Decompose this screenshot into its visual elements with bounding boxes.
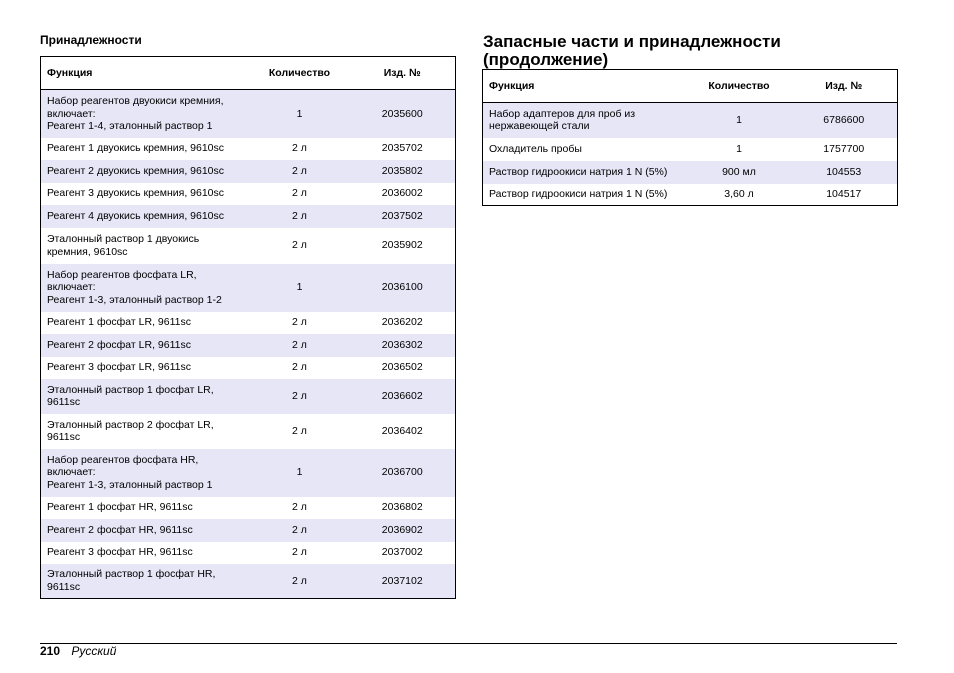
- cell-part-number: 2037502: [350, 205, 456, 228]
- column-header-quantity: Количество: [688, 70, 791, 103]
- page-footer: [40, 644, 116, 658]
- cell-function: Реагент 1 двуокись кремния, 9610sc: [41, 138, 250, 160]
- cell-part-number: 2036302: [350, 334, 456, 357]
- cell-function: Реагент 1 фосфат HR, 9611sc: [41, 497, 250, 519]
- footer-divider: [40, 643, 897, 644]
- cell-function: Набор адаптеров для проб из нержавеющей стали: [483, 103, 688, 138]
- cell-quantity: 2 л: [250, 228, 350, 264]
- spare-parts-table: [482, 69, 898, 206]
- table-row: [41, 90, 456, 138]
- table-row: [41, 542, 456, 564]
- accessories-table: [40, 56, 456, 599]
- table-row: [483, 161, 898, 184]
- cell-part-number: 2036902: [350, 519, 456, 542]
- cell-quantity: 2 л: [250, 205, 350, 228]
- cell-quantity: 900 мл: [688, 161, 791, 184]
- table-row: [41, 312, 456, 334]
- cell-function: Эталонный раствор 2 фосфат LR, 9611sc: [41, 414, 250, 449]
- accessories-heading: Принадлежности: [40, 33, 142, 47]
- table-row: [41, 497, 456, 519]
- table-row: [41, 160, 456, 183]
- column-header-function: Функция: [41, 57, 250, 90]
- table-row: [41, 564, 456, 599]
- table-row: [41, 519, 456, 542]
- cell-part-number: 2036002: [350, 183, 456, 205]
- cell-part-number: 2035702: [350, 138, 456, 160]
- cell-quantity: 2 л: [250, 564, 350, 599]
- cell-part-number: 104517: [791, 184, 898, 206]
- cell-quantity: 1: [250, 449, 350, 497]
- cell-part-number: 2035902: [350, 228, 456, 264]
- cell-function: Эталонный раствор 1 фосфат HR, 9611sc: [41, 564, 250, 599]
- table-row: [41, 449, 456, 497]
- cell-quantity: 1: [688, 138, 791, 161]
- cell-part-number: 2037002: [350, 542, 456, 564]
- cell-quantity: 3,60 л: [688, 184, 791, 206]
- cell-quantity: 2 л: [250, 138, 350, 160]
- cell-part-number: 2036402: [350, 414, 456, 449]
- cell-quantity: 2 л: [250, 160, 350, 183]
- table-row: [41, 205, 456, 228]
- table-row: [483, 138, 898, 161]
- cell-part-number: 1757700: [791, 138, 898, 161]
- cell-quantity: 2 л: [250, 542, 350, 564]
- table-row: [41, 379, 456, 414]
- column-header-quantity: Количество: [250, 57, 350, 90]
- cell-function: Набор реагентов фосфата LR, включает: Реагент 1-3, эталонный раствор 1-2: [41, 264, 250, 312]
- cell-quantity: 1: [688, 103, 791, 138]
- cell-part-number: 2036100: [350, 264, 456, 312]
- column-header-part-number: Изд. №: [791, 70, 898, 103]
- cell-part-number: 6786600: [791, 103, 898, 138]
- cell-function: Реагент 4 двуокись кремния, 9610sc: [41, 205, 250, 228]
- cell-part-number: 2037102: [350, 564, 456, 599]
- cell-function: Реагент 1 фосфат LR, 9611sc: [41, 312, 250, 334]
- column-header-part-number: Изд. №: [350, 57, 456, 90]
- cell-quantity: 2 л: [250, 519, 350, 542]
- cell-function: Реагент 2 фосфат HR, 9611sc: [41, 519, 250, 542]
- cell-function: Набор реагентов фосфата HR, включает: Реагент 1-3, эталонный раствор 1: [41, 449, 250, 497]
- column-header-function: Функция: [483, 70, 688, 103]
- cell-quantity: 2 л: [250, 414, 350, 449]
- table-row: [41, 357, 456, 379]
- cell-quantity: 1: [250, 90, 350, 138]
- cell-part-number: 2036602: [350, 379, 456, 414]
- table-row: [41, 138, 456, 160]
- cell-part-number: 2036802: [350, 497, 456, 519]
- cell-quantity: 2 л: [250, 357, 350, 379]
- cell-function: Реагент 3 фосфат LR, 9611sc: [41, 357, 250, 379]
- cell-function: Реагент 3 двуокись кремния, 9610sc: [41, 183, 250, 205]
- table-row: [41, 414, 456, 449]
- cell-quantity: 2 л: [250, 334, 350, 357]
- cell-quantity: 1: [250, 264, 350, 312]
- cell-function: Реагент 3 фосфат HR, 9611sc: [41, 542, 250, 564]
- cell-part-number: 2036202: [350, 312, 456, 334]
- cell-quantity: 2 л: [250, 379, 350, 414]
- cell-function: Раствор гидроокиси натрия 1 N (5%): [483, 184, 688, 206]
- cell-quantity: 2 л: [250, 312, 350, 334]
- cell-function: Набор реагентов двуокиси кремния, включает: Реагент 1-4, эталонный раствор 1: [41, 90, 250, 138]
- table-row: [483, 184, 898, 206]
- cell-part-number: 2035600: [350, 90, 456, 138]
- cell-function: Реагент 2 двуокись кремния, 9610sc: [41, 160, 250, 183]
- table-row: [41, 183, 456, 205]
- cell-function: Эталонный раствор 1 двуокись кремния, 9610sc: [41, 228, 250, 264]
- cell-quantity: 2 л: [250, 497, 350, 519]
- cell-part-number: 104553: [791, 161, 898, 184]
- cell-function: Эталонный раствор 1 фосфат LR, 9611sc: [41, 379, 250, 414]
- cell-function: Раствор гидроокиси натрия 1 N (5%): [483, 161, 688, 184]
- cell-part-number: 2036502: [350, 357, 456, 379]
- cell-function: Охладитель пробы: [483, 138, 688, 161]
- cell-part-number: 2035802: [350, 160, 456, 183]
- table-row: [41, 264, 456, 312]
- cell-part-number: 2036700: [350, 449, 456, 497]
- table-row: [483, 103, 898, 138]
- footer-language: Русский: [71, 644, 117, 658]
- cell-quantity: 2 л: [250, 183, 350, 205]
- table-row: [41, 228, 456, 264]
- spare-parts-heading: Запасные части и принадлежности (продолжение): [483, 32, 781, 69]
- table-row: [41, 334, 456, 357]
- cell-function: Реагент 2 фосфат LR, 9611sc: [41, 334, 250, 357]
- page-number: 210: [40, 644, 61, 658]
